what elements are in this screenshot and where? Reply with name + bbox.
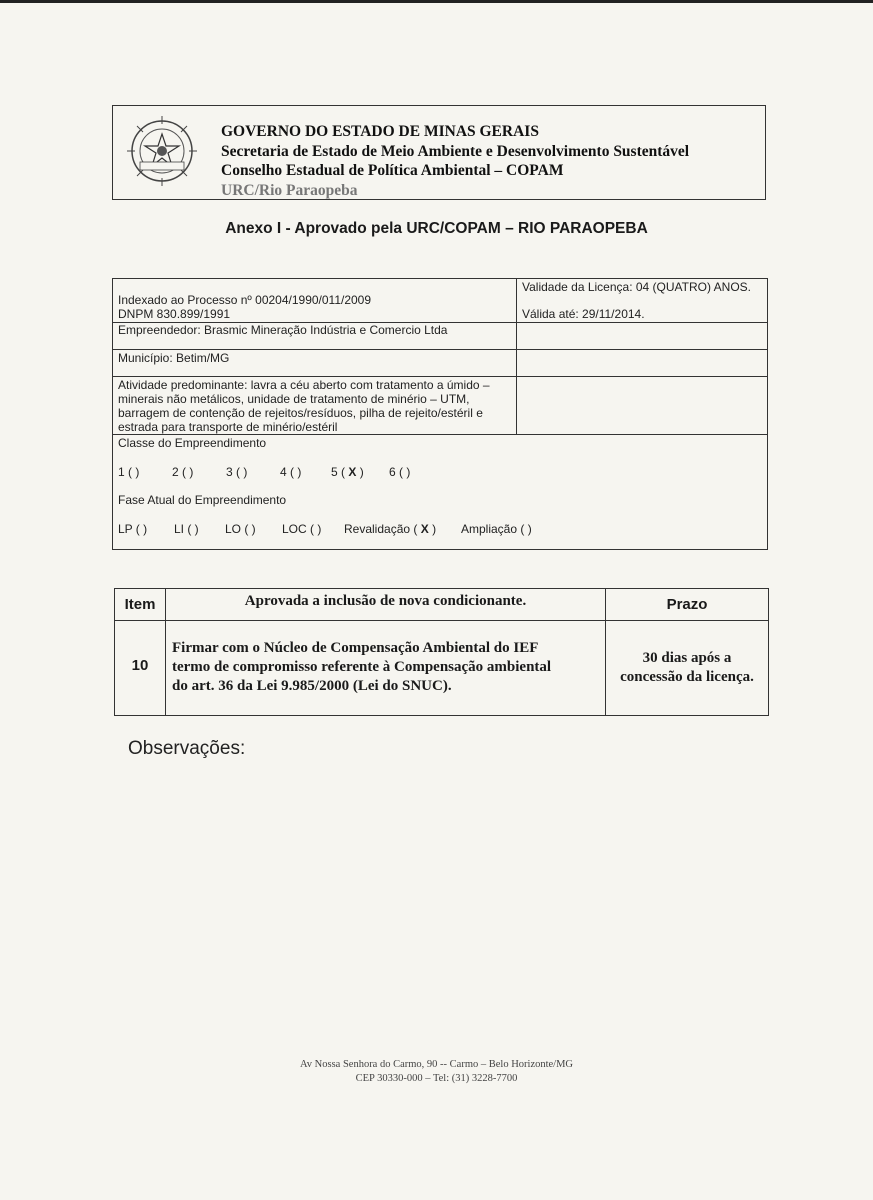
- condition-description-line: do art. 36 da Lei 9.985/2000 (Lei do SNUC).: [172, 678, 452, 694]
- header-line-conselho: Conselho Estadual de Política Ambiental – COPAM: [221, 162, 564, 179]
- col-header-prazo: Prazo: [666, 596, 708, 613]
- atividade-line: estrada para transporte de minério/estéril: [118, 420, 338, 434]
- fase-option: LI ( ): [174, 522, 199, 536]
- municipio: Município: Betim/MG: [118, 351, 230, 365]
- condition-prazo: [606, 649, 768, 687]
- header-line-urc: URC/Rio Paraopeba: [221, 181, 358, 199]
- condition-prazo-line: concessão da licença.: [620, 669, 754, 685]
- classe-option: 6 ( ): [389, 465, 411, 479]
- atividade-line: Atividade predominante: lavra a céu aberto com tratamento a úmido –: [118, 378, 490, 392]
- condition-description: [172, 639, 551, 696]
- atividade-line: minerais não metálicos, unidade de tratamento de minério – UTM,: [118, 392, 470, 406]
- footer-address: [0, 1058, 873, 1086]
- classe-label: Classe do Empreendimento: [118, 436, 267, 450]
- fase-option-selected: Revalidação ( X ): [344, 522, 437, 536]
- footer-contact-line: CEP 30330-000 – Tel: (31) 3228-7700: [355, 1073, 518, 1084]
- footer-address-line: Av Nossa Senhora do Carmo, 90 -- Carmo – Belo Horizonte/MG: [299, 1059, 574, 1070]
- fase-option: LOC ( ): [282, 522, 322, 536]
- fase-option: Ampliação ( ): [461, 522, 532, 536]
- valid-until: Válida até: 29/11/2014.: [522, 307, 645, 321]
- classe-option: 3 ( ): [226, 465, 248, 479]
- observacoes-heading: Observações:: [128, 738, 246, 759]
- classe-option: 2 ( ): [172, 465, 194, 479]
- classe-option-selected: 5 ( X ): [331, 465, 364, 479]
- page-top-edge: [0, 0, 873, 3]
- classe-option: 1 ( ): [118, 465, 140, 479]
- empreendedor: Empreendedor: Brasmic Mineração Indústria e Comercio Ltda: [118, 323, 448, 337]
- condition-description-line: termo de compromisso referente à Compensação ambiental: [172, 659, 552, 675]
- atividade-line: barragem de contenção de rejeitos/resíduos, pilha de rejeito/estéril e: [118, 406, 483, 420]
- fase-label: Fase Atual do Empreendimento: [118, 493, 287, 507]
- license-validity: Validade da Licença: 04 (QUATRO) ANOS.: [522, 280, 751, 294]
- header-line-secretaria: Secretaria de Estado de Meio Ambiente e Desenvolvimento Sustentável: [221, 142, 690, 160]
- dnpm-number: DNPM 830.899/1991: [118, 307, 231, 321]
- license-info-table: [112, 278, 768, 550]
- state-seal-icon: [123, 112, 201, 190]
- condition-description-line: Firmar com o Núcleo de Compensação Ambiental do IEF: [172, 640, 539, 656]
- condition-item-number: 10: [131, 657, 149, 674]
- letterhead: [112, 105, 766, 200]
- condition-table: [114, 588, 769, 716]
- col-header-item: Item: [124, 596, 156, 613]
- fase-option: LO ( ): [225, 522, 256, 536]
- classe-option: 4 ( ): [280, 465, 302, 479]
- col-header-description: Aprovada a inclusão de nova condicionante.: [244, 593, 527, 609]
- header-line-government: GOVERNO DO ESTADO DE MINAS GERAIS: [221, 123, 539, 140]
- fase-option: LP ( ): [118, 522, 148, 536]
- processo-number: Indexado ao Processo nº 00204/1990/011/2009: [118, 293, 372, 307]
- annex-title: Anexo I - Aprovado pela URC/COPAM – RIO PARAOPEBA: [225, 220, 648, 237]
- condition-prazo-line: 30 dias após a: [642, 650, 732, 666]
